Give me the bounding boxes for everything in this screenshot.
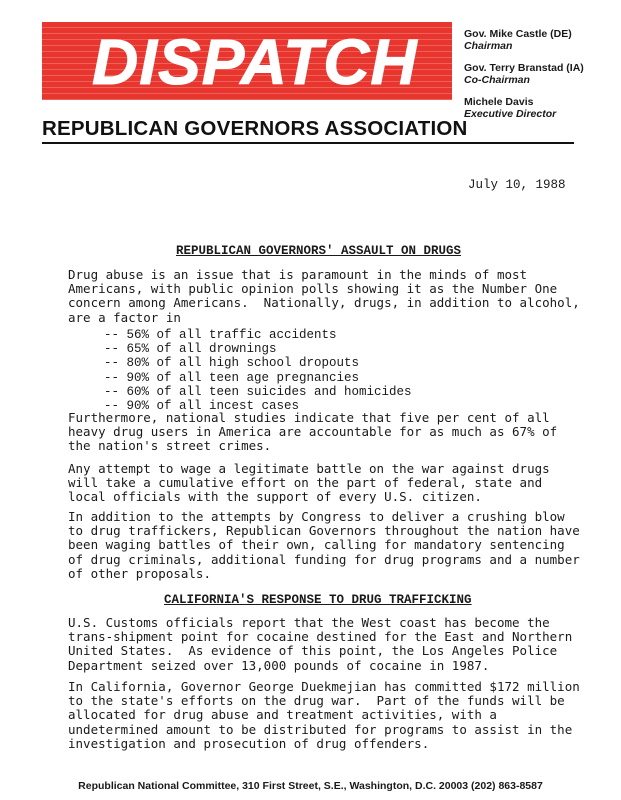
header-divider (42, 142, 574, 144)
statistics-list (104, 328, 412, 413)
officer-name: Gov. Terry Branstad (IA) (464, 62, 584, 74)
officer-role: Executive Director (464, 108, 557, 120)
officer-role: Co-Chairman (464, 74, 530, 86)
list-item: -- 80% of all high school dropouts (104, 356, 360, 371)
officer-name: Michele Davis (464, 96, 534, 108)
footer-address: Republican National Committee, 310 First Street, S.E., Washington, D.C. 20003 (202) 863-8587 (78, 780, 543, 792)
list-item: -- 65% of all drownings (104, 342, 277, 357)
list-item: -- 60% of all teen suicides and homicides (104, 384, 412, 399)
officer-role: Chairman (464, 40, 513, 52)
section2-paragraph-1: U.S. Customs officials report that the West coast has become the trans-shipment point for cocaine destined for the East and Northern United States. As evidence of this point, the Los Angeles Police Department seized over 13,000 pounds of cocaine in 1987. (68, 615, 573, 673)
officer-chairman (464, 28, 614, 52)
section1-paragraph-2: Furthermore, national studies indicate that five per cent of all heavy drug users in America are accountable for as much as 67% of the nation's street crimes. (68, 410, 558, 454)
officer-co-chairman (464, 62, 614, 86)
section1-paragraph-3: Any attempt to wage a legitimate battle on the war against drugs will take a cumulative effort on the part of federal, state and local officials with the support of every U.S. citizen. (68, 461, 550, 505)
section2-paragraph-2: In California, Governor George Duekmejian has committed $172 million to the state's efforts on the drug war. Part of the funds will be allocated for drug abuse and treatment activities, with a undetermined amount to be distributed for programs to assist in the investigation and prosecution of drug offenders. (68, 679, 580, 751)
officer-executive-director (464, 96, 614, 120)
section1-heading: REPUBLICAN GOVERNORS' ASSAULT ON DRUGS (176, 244, 462, 258)
officers-list (464, 28, 614, 130)
list-item: -- 56% of all traffic accidents (104, 328, 337, 342)
officer-name: Gov. Mike Castle (DE) (464, 28, 572, 40)
list-item: -- 90% of all incest cases (104, 399, 300, 414)
section2-heading: CALIFORNIA'S RESPONSE TO DRUG TRAFFICKING (164, 593, 472, 607)
section1-intro: Drug abuse is an issue that is paramount in the minds of most Americans, with public opinion polls showing it as the Number One concern among Americans. Nationally, drugs, in addition to alcohol, are a factor in (68, 267, 580, 325)
list-item: -- 90% of all teen age pregnancies (104, 370, 360, 385)
dispatch-masthead (42, 22, 452, 100)
document-date: July 10, 1988 (468, 178, 566, 192)
masthead-title: DISPATCH (92, 26, 418, 98)
organization-title: REPUBLICAN GOVERNORS ASSOCIATION (42, 117, 468, 140)
section1-paragraph-4: In addition to the attempts by Congress to deliver a crushing blow to drug traffickers, Republican Governors throughout the nation have been waging battles of their own, calling for mandatory sentencing of drug criminals, additional funding for drug programs and a number of other proposals. (68, 509, 580, 581)
